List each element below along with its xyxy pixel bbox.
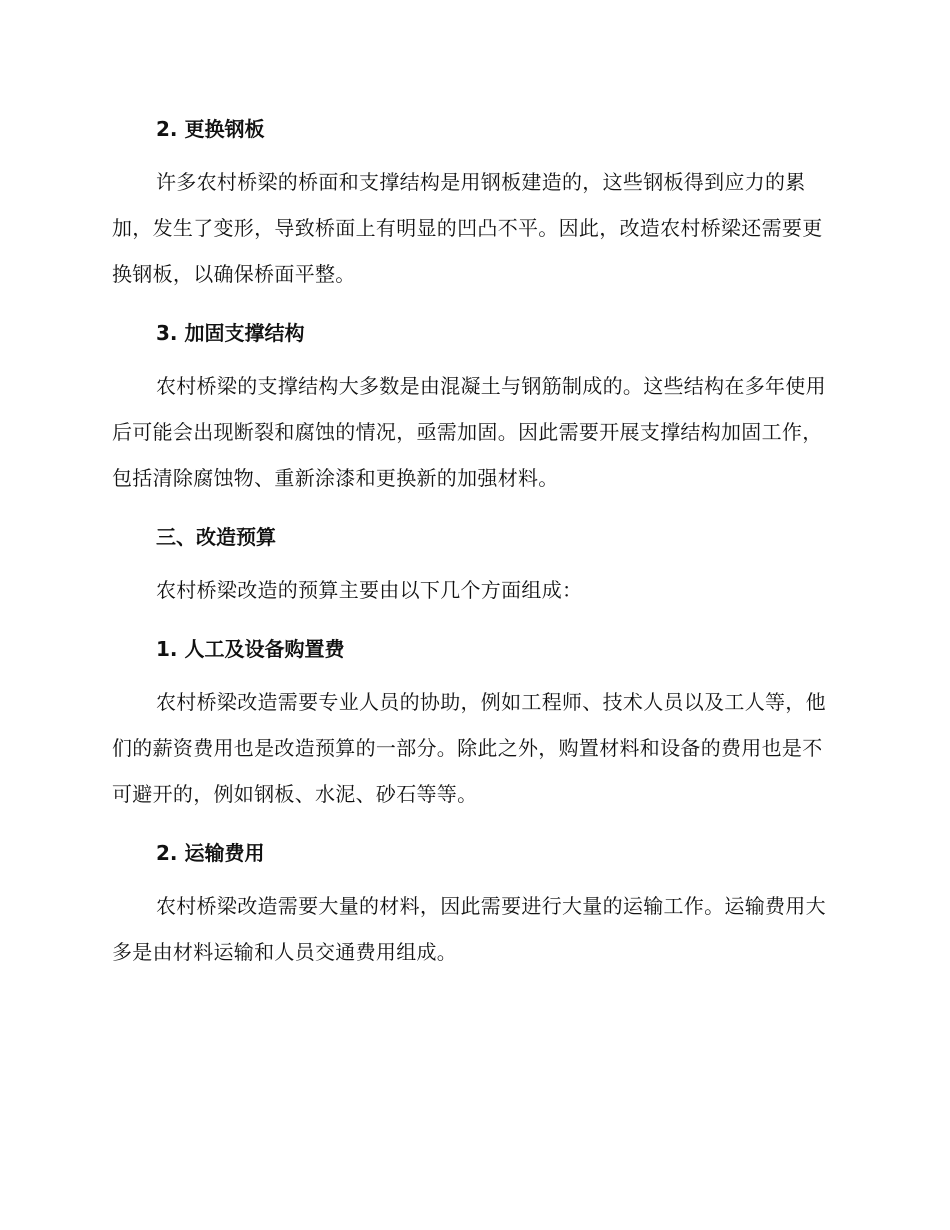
section-heading-transport: 2. 运输费用 xyxy=(156,841,265,865)
section-paragraph-reinforce-support: 农村桥梁的支撑结构大多数是由混凝土与钢筋制成的。这些结构在多年使用后可能会出现断裂和腐蚀的情况，亟需加固。因此需要开展支撑结构加固工作，包括清除腐蚀物、重新涂漆和更换新的加强材料。 xyxy=(112,374,826,490)
section-heading-reinforce-support: 3. 加固支撑结构 xyxy=(156,321,305,345)
section-paragraph-transport: 农村桥梁改造需要大量的材料，因此需要进行大量的运输工作。运输费用大多是由材料运输和人员交通费用组成。 xyxy=(112,894,826,964)
document-body xyxy=(112,112,834,975)
section-paragraph-budget-intro: 农村桥梁改造的预算主要由以下几个方面组成： xyxy=(156,578,583,602)
section-heading-budget: 三、改造预算 xyxy=(156,525,276,549)
section-paragraph-replace-steel: 许多农村桥梁的桥面和支撑结构是用钢板建造的，这些钢板得到应力的累加，发生了变形，导致桥面上有明显的凹凸不平。因此，改造农村桥梁还需要更换钢板，以确保桥面平整。 xyxy=(112,170,823,286)
section-heading-labor-equipment: 1. 人工及设备购置费 xyxy=(156,637,345,661)
section-heading-replace-steel: 2. 更换钢板 xyxy=(156,117,265,141)
section-paragraph-labor-equipment: 农村桥梁改造需要专业人员的协助，例如工程师、技术人员以及工人等，他们的薪资费用也是改造预算的一部分。除此之外，购置材料和设备的费用也是不可避开的，例如钢板、水泥、砂石等等。 xyxy=(112,690,826,806)
